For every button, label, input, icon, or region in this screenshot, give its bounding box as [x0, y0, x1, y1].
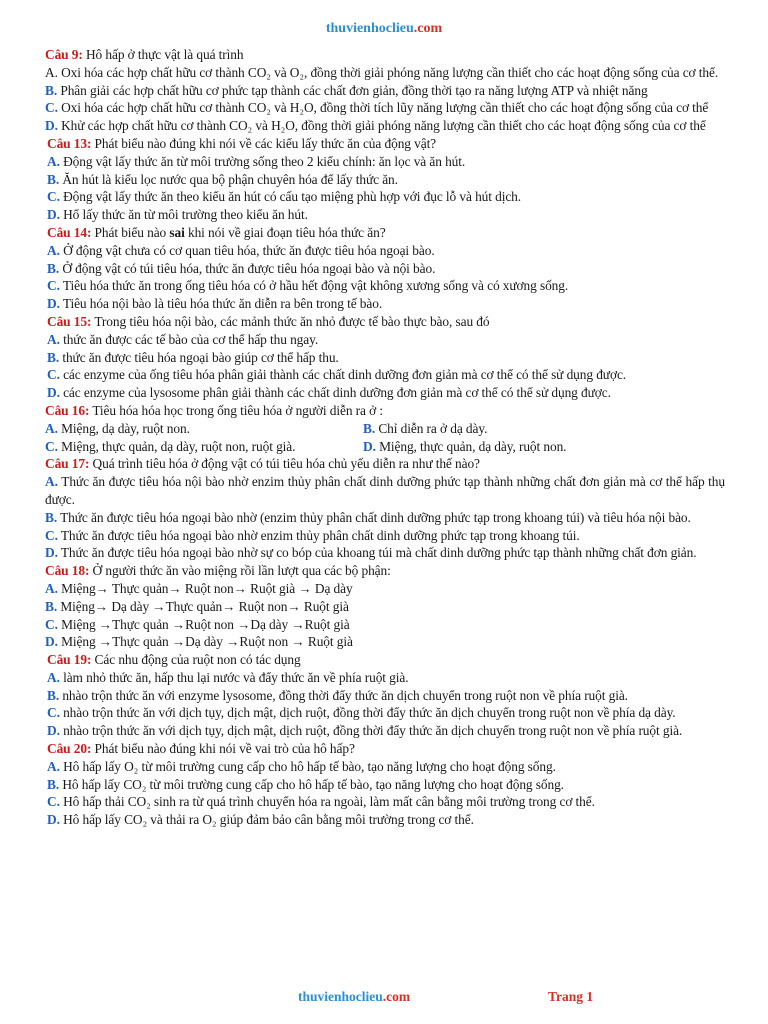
- question-15-option-d: [45, 384, 725, 402]
- question-17-option-a: [45, 473, 725, 509]
- option-text: Ở động vật chưa có cơ quan tiêu hóa, thức ăn được tiêu hóa ngoại bào.: [59, 242, 435, 258]
- option-text: Phân giải các hợp chất hữu cơ phức tạp thành các chất đơn giản, đồng thời tạo ra năng lượng ATP và nhiệt năng: [57, 82, 648, 98]
- option-label: A.: [45, 474, 58, 490]
- option-label: B.: [47, 776, 60, 792]
- option-text: thức ăn được các tế bào của cơ thể hấp thu ngay.: [59, 331, 319, 347]
- option-text: Miệng, thực quản, dạ dày, ruột non, ruột già.: [57, 438, 296, 454]
- question-9: [45, 46, 725, 64]
- question-9-label: Câu 9:: [45, 47, 83, 62]
- question-16-option-b: [360, 420, 678, 438]
- question-20-option-d: [45, 811, 725, 829]
- question-18-option-d: [45, 633, 725, 651]
- option-label: C.: [45, 527, 58, 543]
- page-number: Trang 1: [548, 989, 594, 1004]
- option-text: Tiêu hóa thức ăn trong ống tiêu hóa có ở hầu hết động vật không xương sống và có xương sống.: [59, 278, 569, 294]
- option-text: làm nhỏ thức ăn, hấp thu lại nước và đẩy thức ăn về phía ruột già.: [59, 669, 409, 685]
- question-20-option-b: [45, 776, 725, 794]
- option-text: Khử các hợp chất hữu cơ thành CO₂ và H₂O, đồng thời giải phóng năng lượng cần thiết cho các hoạt động sống của cơ thể: [57, 118, 706, 134]
- option-text: Hô hấp lấy O₂ từ môi trường cung cấp cho hô hấp tế bào, tạo năng lượng cho hoạt động sống.: [59, 758, 556, 774]
- option-text: Ở động vật có túi tiêu hóa, thức ăn được tiêu hóa ngoại bào và nội bào.: [59, 260, 436, 276]
- footer-site-name-part1: thuvienhoclieu: [298, 989, 383, 1004]
- question-17-option-d: [45, 544, 725, 562]
- question-14-text-emphasis: sai: [169, 224, 185, 240]
- question-18-option-a: [45, 580, 725, 598]
- question-14-option-b: [45, 260, 725, 278]
- question-list: [45, 46, 725, 829]
- option-text: Thức ăn được tiêu hóa ngoại bào nhờ (enzim thủy phân chất dinh dưỡng phức tạp trong khoang túi) và tiêu hóa nội bào.: [57, 509, 691, 525]
- question-14-label: Câu 14:: [47, 224, 92, 240]
- option-text: Miệng, thực quản, dạ dày, ruột non.: [375, 438, 567, 454]
- option-label: A.: [47, 669, 60, 685]
- option-label: C.: [47, 367, 60, 383]
- option-label: D.: [363, 438, 376, 454]
- option-text: Hô hấp thải CO₂ sinh ra từ quá trình chuyển hóa ra ngoài, làm mất cân bằng môi trường trong cơ thể.: [59, 794, 595, 810]
- page-footer: [0, 989, 768, 1009]
- option-text: nhào trộn thức ăn với enzyme lysosome, đồng thời đẩy thức ăn dịch chuyển trong ruột non về phía ruột già.: [59, 687, 628, 703]
- option-label: D.: [47, 723, 60, 739]
- option-label: B.: [363, 420, 376, 436]
- question-18: [45, 562, 725, 580]
- question-17-option-b: [45, 509, 725, 527]
- question-19-label: Câu 19:: [47, 652, 92, 668]
- question-20-option-c: [45, 793, 725, 811]
- question-18-text: Ở người thức ăn vào miệng rồi lần lượt qua các bộ phận:: [89, 563, 391, 579]
- option-label: B.: [47, 349, 60, 365]
- question-14-option-a: [45, 242, 725, 260]
- option-text: Chỉ diễn ra ở dạ dày.: [375, 420, 488, 436]
- question-15: [45, 313, 725, 331]
- question-15-option-c: [45, 366, 725, 384]
- option-label: C.: [47, 705, 60, 721]
- option-label: A.: [47, 758, 60, 774]
- header-site-name-part2: .com: [413, 21, 443, 36]
- option-label: B.: [47, 260, 60, 276]
- question-20-label: Câu 20:: [47, 741, 92, 757]
- question-17: [45, 455, 725, 473]
- option-label: C.: [47, 189, 60, 205]
- option-label: A.: [47, 153, 60, 169]
- header-site-name: [0, 21, 768, 37]
- option-text: Oxi hóa các hợp chất hữu cơ thành CO₂ và O₂, đồng thời giải phóng năng lượng cần thiết cho các hoạt động sống của cơ thể.: [57, 64, 719, 80]
- option-label: A.: [45, 420, 58, 436]
- question-18-option-c: [45, 616, 725, 634]
- option-text: Thức ăn được tiêu hóa nội bào nhờ enzim thủy phân chất dinh dưỡng phức tạp thành những chất đơn giản mà cơ thể hấp thụ được.: [45, 474, 725, 507]
- option-label: D.: [45, 118, 58, 134]
- option-label: D.: [47, 385, 60, 401]
- option-text: Miệng→ Thực quản→ Ruột non→ Ruột già → Dạ dày: [57, 580, 353, 596]
- question-18-label: Câu 18:: [45, 563, 90, 579]
- question-14-option-d: [45, 295, 725, 313]
- option-label: D.: [45, 545, 58, 561]
- question-9-option-d: [45, 117, 725, 135]
- question-15-option-a: [45, 331, 725, 349]
- option-text: Hổ lấy thức ăn từ môi trường theo kiểu ăn hút.: [59, 207, 308, 223]
- option-label: C.: [45, 438, 58, 454]
- question-16: [45, 402, 725, 420]
- question-9-text: Hô hấp ở thực vật là quá trình: [82, 47, 244, 62]
- question-9-option-b: [45, 82, 725, 100]
- question-13-label: Câu 13:: [47, 135, 92, 151]
- question-20-text: Phát biểu nào đúng khi nói về vai trò của hô hấp?: [91, 741, 355, 757]
- question-15-option-b: [45, 349, 725, 367]
- option-text: thức ăn được tiêu hóa ngoại bào giúp cơ thể hấp thu.: [59, 349, 339, 365]
- option-text: Miệng, dạ dày, ruột non.: [57, 420, 190, 436]
- question-13-option-d: [45, 206, 725, 224]
- option-text: nhào trộn thức ăn với dịch tụy, dịch mật, dịch ruột, đồng thời đẩy thức ăn dịch chuyển trong ruột non về phía ruột già.: [59, 723, 683, 739]
- question-16-label: Câu 16:: [45, 402, 90, 418]
- option-text: Miệng →Thực quản →Dạ dày →Ruột non → Ruột già: [57, 634, 353, 650]
- option-label: B.: [47, 171, 60, 187]
- footer-site-name: [298, 989, 410, 1005]
- question-19-option-d: [45, 722, 725, 740]
- option-label: B.: [45, 509, 58, 525]
- option-text: nhào trộn thức ăn với dịch tụy, dịch mật, dịch ruột, đồng thời đẩy thức ăn dịch chuyển trong ruột non về phía dạ dày.: [59, 705, 676, 721]
- question-14: [45, 224, 725, 242]
- question-19-option-a: [45, 669, 725, 687]
- option-label: B.: [47, 687, 60, 703]
- option-label: C.: [47, 794, 60, 810]
- question-16-options-row-2: [45, 438, 725, 456]
- question-13-option-c: [45, 188, 725, 206]
- option-label: A.: [47, 331, 60, 347]
- option-text: Thức ăn được tiêu hóa ngoại bào nhờ sự co bóp của khoang túi mà chất dinh dưỡng phức tạp thành những chất đơn giản.: [57, 545, 697, 561]
- question-14-option-c: [45, 277, 725, 295]
- question-20: [45, 740, 725, 758]
- question-19: [45, 651, 725, 669]
- question-17-label: Câu 17:: [45, 456, 90, 472]
- question-20-option-a: [45, 758, 725, 776]
- question-13-text: Phát biểu nào đúng khi nói về các kiểu lấy thức ăn của động vật?: [91, 135, 437, 151]
- question-13-option-a: [45, 153, 725, 171]
- question-19-text: Các nhu động của ruột non có tác dụng: [91, 652, 301, 668]
- question-14-text-post: khi nói về giai đoạn tiêu hóa thức ăn?: [184, 224, 386, 240]
- question-16-option-c: [45, 438, 360, 456]
- option-text: Oxi hóa các hợp chất hữu cơ thành CO₂ và H₂O, đồng thời tích lũy năng lượng cần thiết cho các hoạt động sống của cơ thể: [57, 100, 709, 116]
- footer-site-name-part2: .com: [382, 989, 411, 1004]
- option-label: A.: [47, 242, 60, 258]
- question-16-options-row-1: [45, 420, 725, 438]
- option-text: Tiêu hóa nội bào là tiêu hóa thức ăn diễn ra bên trong tế bào.: [59, 296, 383, 312]
- option-label: D.: [47, 207, 60, 223]
- question-15-text: Trong tiêu hóa nội bào, các mảnh thức ăn nhỏ được tế bào thực bào, sau đó: [91, 313, 490, 329]
- option-text: Ăn hút là kiểu lọc nước qua bộ phận chuyên hóa để lấy thức ăn.: [59, 171, 398, 187]
- question-17-option-c: [45, 527, 725, 545]
- option-text: Hô hấp lấy CO₂ và thải ra O₂ giúp đảm bảo cân bằng môi trường trong cơ thể.: [59, 812, 474, 828]
- option-label: C.: [47, 278, 60, 294]
- option-label: A.: [45, 580, 58, 596]
- question-16-option-d: [360, 438, 678, 456]
- option-text: các enzyme của ống tiêu hóa phân giải thành các chất dinh dưỡng đơn giản mà cơ thể có thể sử dụng được.: [59, 367, 627, 383]
- question-9-option-c: [45, 99, 725, 117]
- header-site-name-part1: thuvienhoclieu: [325, 21, 414, 36]
- option-text: các enzyme của lysosome phân giải thành các chất dinh dưỡng đơn giản mà cơ thể có thể sử dụng được.: [59, 385, 611, 401]
- question-14-text-pre: Phát biểu nào: [91, 224, 170, 240]
- question-19-option-b: [45, 687, 725, 705]
- question-18-option-b: [45, 598, 725, 616]
- question-15-label: Câu 15:: [47, 313, 92, 329]
- option-label: C.: [45, 616, 58, 632]
- option-label: D.: [47, 296, 60, 312]
- option-text: Hô hấp lấy CO₂ từ môi trường cung cấp cho hô hấp tế bào, tạo năng lượng cho hoạt động sống.: [59, 776, 564, 792]
- option-label: B.: [45, 82, 58, 98]
- question-9-option-a: [45, 64, 725, 82]
- question-17-text: Quá trình tiêu hóa ở động vật có túi tiêu hóa chủ yếu diễn ra như thế nào?: [89, 456, 480, 472]
- option-label: C.: [45, 100, 58, 116]
- option-label: B.: [45, 598, 58, 614]
- question-16-option-a: [45, 420, 360, 438]
- question-16-text: Tiêu hóa hóa học trong ống tiêu hóa ở người diễn ra ở :: [89, 402, 383, 418]
- option-text: Thức ăn được tiêu hóa ngoại bào nhờ enzim thủy phân chất dinh dưỡng phức tạp trong khoang túi.: [57, 527, 580, 543]
- question-13: [45, 135, 725, 153]
- question-19-option-c: [45, 704, 725, 722]
- option-text: Miệng →Thực quản →Ruột non →Dạ dày →Ruột già: [57, 616, 350, 632]
- option-text: Động vật lấy thức ăn theo kiểu ăn hút có cấu tạo miệng phù hợp với đục lỗ và hút dịch.: [59, 189, 522, 205]
- option-text: Động vật lấy thức ăn từ môi trường sống theo 2 kiểu chính: ăn lọc và ăn hút.: [59, 153, 466, 169]
- option-label: D.: [47, 812, 60, 828]
- option-label: D.: [45, 634, 58, 650]
- option-text: Miệng→ Dạ dày →Thực quản→ Ruột non→ Ruột già: [57, 598, 349, 614]
- option-label: A.: [45, 64, 58, 80]
- question-13-option-b: [45, 171, 725, 189]
